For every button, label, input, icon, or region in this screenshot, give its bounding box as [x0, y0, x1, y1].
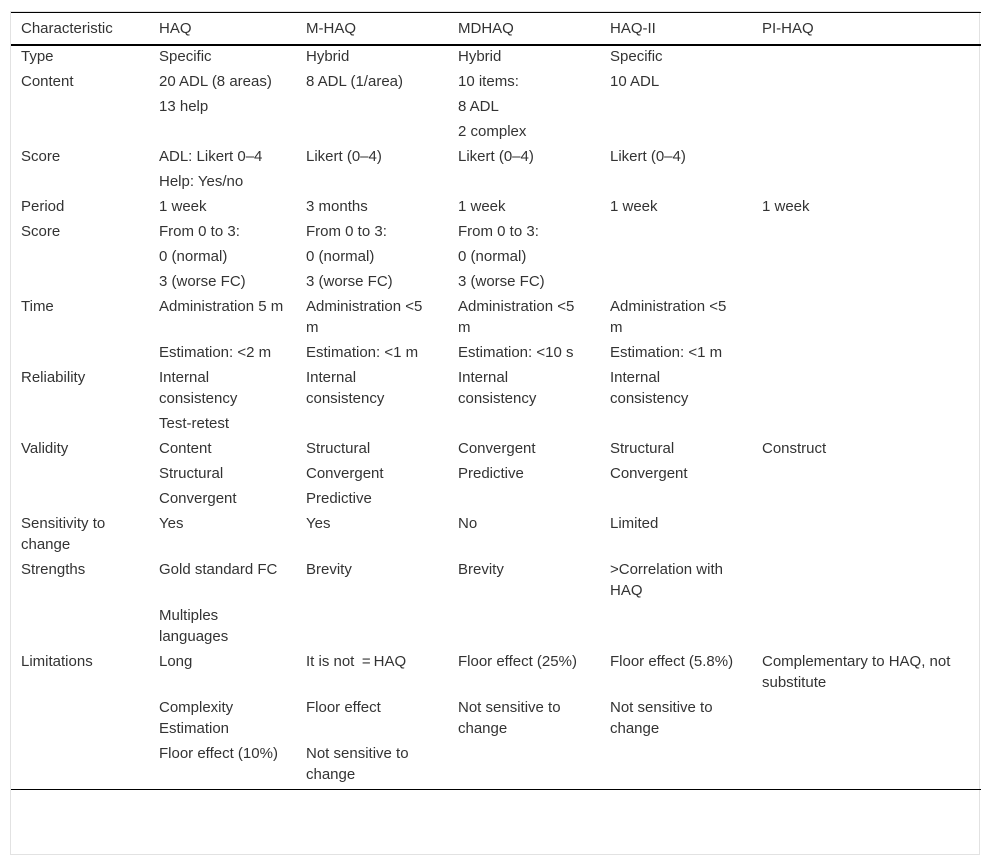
- cell-characteristic: Reliability: [21, 369, 86, 386]
- cell-m-haq: [296, 96, 448, 121]
- cell-pi-haq: [752, 71, 981, 96]
- cell-m-haq: [296, 605, 448, 651]
- cell-mdhaq: Internal consistency: [458, 369, 537, 407]
- cell-m-haq: Hybrid: [306, 48, 350, 65]
- cell-mdhaq: Estimation: <10 s: [458, 344, 574, 361]
- cell-characteristic: [11, 271, 149, 296]
- table-row: [11, 271, 981, 296]
- cell-pi-haq: [752, 697, 981, 743]
- cell-m-haq: Likert (0–4): [306, 148, 382, 165]
- table-row: [11, 438, 981, 463]
- cell-mdhaq: [448, 743, 600, 790]
- cell-mdhaq: 3 (worse FC): [458, 273, 545, 290]
- cell-characteristic: Validity: [21, 440, 69, 457]
- cell-characteristic: Score: [21, 223, 61, 240]
- cell-m-haq: Administration <5 m: [306, 298, 423, 336]
- cell-pi-haq: [752, 246, 981, 271]
- table-row: [11, 697, 981, 743]
- cell-haq: Complexity Estimation: [159, 699, 234, 737]
- cell-mdhaq: Administration <5 m: [458, 298, 575, 336]
- cell-m-haq: Estimation: <1 m: [306, 344, 419, 361]
- cell-pi-haq: [752, 559, 981, 605]
- cell-haq-ii: Not sensitive to change: [610, 699, 713, 737]
- cell-mdhaq: Hybrid: [458, 48, 502, 65]
- cell-haq-ii: Specific: [610, 48, 663, 65]
- cell-mdhaq: 8 ADL: [458, 98, 499, 115]
- table-row: [11, 367, 981, 413]
- cell-m-haq: [296, 413, 448, 438]
- table-row: [11, 96, 981, 121]
- cell-haq: 1 week: [159, 198, 207, 215]
- table-row: [11, 488, 981, 513]
- cell-m-haq: Predictive: [306, 490, 372, 507]
- table-container: [10, 11, 980, 855]
- cell-m-haq: 8 ADL (1/area): [306, 73, 403, 90]
- cell-characteristic: [11, 96, 149, 121]
- cell-pi-haq: [752, 463, 981, 488]
- cell-m-haq: Internal consistency: [306, 369, 385, 407]
- table-row: [11, 196, 981, 221]
- cell-m-haq: [296, 171, 448, 196]
- cell-characteristic: Content: [21, 73, 74, 90]
- cell-mdhaq: Brevity: [458, 561, 504, 578]
- cell-mdhaq: [448, 413, 600, 438]
- cell-haq: Administration 5 m: [159, 298, 284, 315]
- cell-pi-haq: [752, 271, 981, 296]
- cell-m-haq: Floor effect: [306, 699, 381, 716]
- cell-mdhaq: Floor effect (25%): [458, 653, 577, 670]
- cell-haq: Multiples languages: [159, 607, 229, 645]
- table-row: [11, 463, 981, 488]
- cell-pi-haq: [752, 605, 981, 651]
- table-row: [11, 342, 981, 367]
- cell-characteristic: [11, 488, 149, 513]
- cell-haq: Yes: [159, 515, 184, 532]
- cell-haq: 0 (normal): [159, 248, 228, 265]
- cell-pi-haq: [752, 488, 981, 513]
- cell-m-haq: Structural: [306, 440, 371, 457]
- table-row: [11, 171, 981, 196]
- cell-mdhaq: 2 complex: [458, 123, 527, 140]
- cell-characteristic: Period: [21, 198, 65, 215]
- cell-haq-ii: [600, 488, 752, 513]
- cell-mdhaq: Likert (0–4): [458, 148, 534, 165]
- cell-characteristic: [11, 743, 149, 790]
- cell-haq-ii: [600, 605, 752, 651]
- table-row: [11, 559, 981, 605]
- cell-haq: From 0 to 3:: [159, 223, 240, 240]
- cell-haq: Internal consistency: [159, 369, 238, 407]
- cell-haq: Help: Yes/no: [159, 173, 244, 190]
- table-row: [11, 743, 981, 790]
- cell-pi-haq: [752, 342, 981, 367]
- cell-pi-haq: [752, 413, 981, 438]
- cell-m-haq: [296, 121, 448, 146]
- cell-mdhaq: 1 week: [458, 198, 506, 215]
- cell-characteristic: [11, 605, 149, 651]
- cell-pi-haq: [752, 296, 981, 342]
- header-characteristic: Characteristic: [21, 20, 113, 37]
- cell-characteristic: Type: [21, 48, 54, 65]
- cell-haq: Estimation: <2 m: [159, 344, 272, 361]
- cell-haq-ii: Limited: [610, 515, 659, 532]
- cell-haq: Test-retest: [159, 415, 230, 432]
- cell-m-haq: Not sensitive to change: [306, 745, 409, 783]
- header-haq-ii: HAQ-II: [610, 20, 656, 37]
- cell-mdhaq: [448, 605, 600, 651]
- cell-pi-haq: 1 week: [762, 198, 810, 215]
- cell-characteristic: [11, 463, 149, 488]
- header-haq: HAQ: [159, 20, 192, 37]
- comparison-table: [11, 12, 981, 790]
- cell-pi-haq: [752, 367, 981, 413]
- cell-characteristic: Score: [21, 148, 61, 165]
- table-row: [11, 513, 981, 559]
- table-row: [11, 246, 981, 271]
- cell-haq-ii: Estimation: <1 m: [610, 344, 723, 361]
- cell-characteristic: Sensitivity to change: [21, 515, 106, 553]
- cell-haq-ii: [600, 271, 752, 296]
- cell-haq: Long: [159, 653, 193, 670]
- cell-haq-ii: [600, 221, 752, 246]
- cell-characteristic: Time: [21, 298, 54, 315]
- cell-haq-ii: [600, 743, 752, 790]
- cell-mdhaq: 10 items:: [458, 73, 519, 90]
- cell-pi-haq: [752, 96, 981, 121]
- cell-mdhaq: Convergent: [458, 440, 536, 457]
- cell-haq-ii: Structural: [610, 440, 675, 457]
- cell-haq: 20 ADL (8 areas): [159, 73, 272, 90]
- cell-haq: ADL: Likert 0–4: [159, 148, 263, 165]
- cell-m-haq: Yes: [306, 515, 331, 532]
- cell-haq-ii: [600, 96, 752, 121]
- cell-m-haq: From 0 to 3:: [306, 223, 387, 240]
- table-row: [11, 413, 981, 438]
- cell-mdhaq: From 0 to 3:: [458, 223, 539, 240]
- cell-m-haq: Convergent: [306, 465, 384, 482]
- table-row: [11, 651, 981, 697]
- header-row: [11, 13, 981, 46]
- cell-haq: Specific: [159, 48, 212, 65]
- cell-haq: 3 (worse FC): [159, 273, 246, 290]
- cell-pi-haq: [752, 171, 981, 196]
- header-pi-haq: PI-HAQ: [762, 20, 814, 37]
- cell-haq-ii: [600, 413, 752, 438]
- cell-m-haq: 0 (normal): [306, 248, 375, 265]
- cell-mdhaq: Predictive: [458, 465, 524, 482]
- cell-haq: Floor effect (10%): [159, 745, 278, 762]
- cell-pi-haq: [752, 221, 981, 246]
- cell-haq-ii: 1 week: [610, 198, 658, 215]
- cell-haq-ii: 10 ADL: [610, 73, 660, 90]
- cell-haq-ii: Convergent: [610, 465, 688, 482]
- cell-characteristic: Limitations: [21, 653, 93, 670]
- cell-haq-ii: >Correlation with HAQ: [610, 561, 723, 599]
- cell-pi-haq: Construct: [762, 440, 827, 457]
- table-row: [11, 605, 981, 651]
- cell-haq: [149, 121, 296, 146]
- cell-characteristic: [11, 697, 149, 743]
- cell-m-haq: Brevity: [306, 561, 352, 578]
- cell-haq: Structural: [159, 465, 224, 482]
- table-row: [11, 71, 981, 96]
- cell-mdhaq: [448, 488, 600, 513]
- cell-haq: Gold standard FC: [159, 561, 278, 578]
- cell-characteristic: [11, 246, 149, 271]
- cell-haq: 13 help: [159, 98, 209, 115]
- cell-characteristic: [11, 342, 149, 367]
- table-row: [11, 221, 981, 246]
- cell-pi-haq: Complementary to HAQ, not substitute: [762, 653, 951, 691]
- cell-haq: Content: [159, 440, 212, 457]
- cell-mdhaq: [448, 171, 600, 196]
- cell-m-haq: 3 (worse FC): [306, 273, 393, 290]
- cell-haq: Convergent: [159, 490, 237, 507]
- cell-pi-haq: [752, 146, 981, 171]
- cell-pi-haq: [752, 743, 981, 790]
- cell-haq-ii: Internal consistency: [610, 369, 689, 407]
- cell-m-haq: 3 months: [306, 198, 368, 215]
- header-mdhaq: MDHAQ: [458, 20, 514, 37]
- header-m-haq: M-HAQ: [306, 20, 356, 37]
- table-row: [11, 45, 981, 71]
- cell-pi-haq: [752, 121, 981, 146]
- table-row: [11, 296, 981, 342]
- table-row: [11, 146, 981, 171]
- table-row: [11, 121, 981, 146]
- cell-characteristic: [11, 121, 149, 146]
- cell-haq-ii: [600, 246, 752, 271]
- cell-pi-haq: [752, 513, 981, 559]
- cell-haq-ii: Administration <5 m: [610, 298, 727, 336]
- cell-haq-ii: Floor effect (5.8%): [610, 653, 734, 670]
- cell-pi-haq: [752, 45, 981, 71]
- table-body: [11, 45, 981, 790]
- table-header: [11, 13, 981, 46]
- cell-haq-ii: [600, 171, 752, 196]
- cell-characteristic: Strengths: [21, 561, 86, 578]
- cell-mdhaq: Not sensitive to change: [458, 699, 561, 737]
- cell-haq-ii: Likert (0–4): [610, 148, 686, 165]
- cell-haq-ii: [600, 121, 752, 146]
- cell-mdhaq: 0 (normal): [458, 248, 527, 265]
- cell-mdhaq: No: [458, 515, 478, 532]
- cell-characteristic: [11, 413, 149, 438]
- cell-m-haq: It is not = HAQ: [306, 653, 407, 670]
- cell-characteristic: [11, 171, 149, 196]
